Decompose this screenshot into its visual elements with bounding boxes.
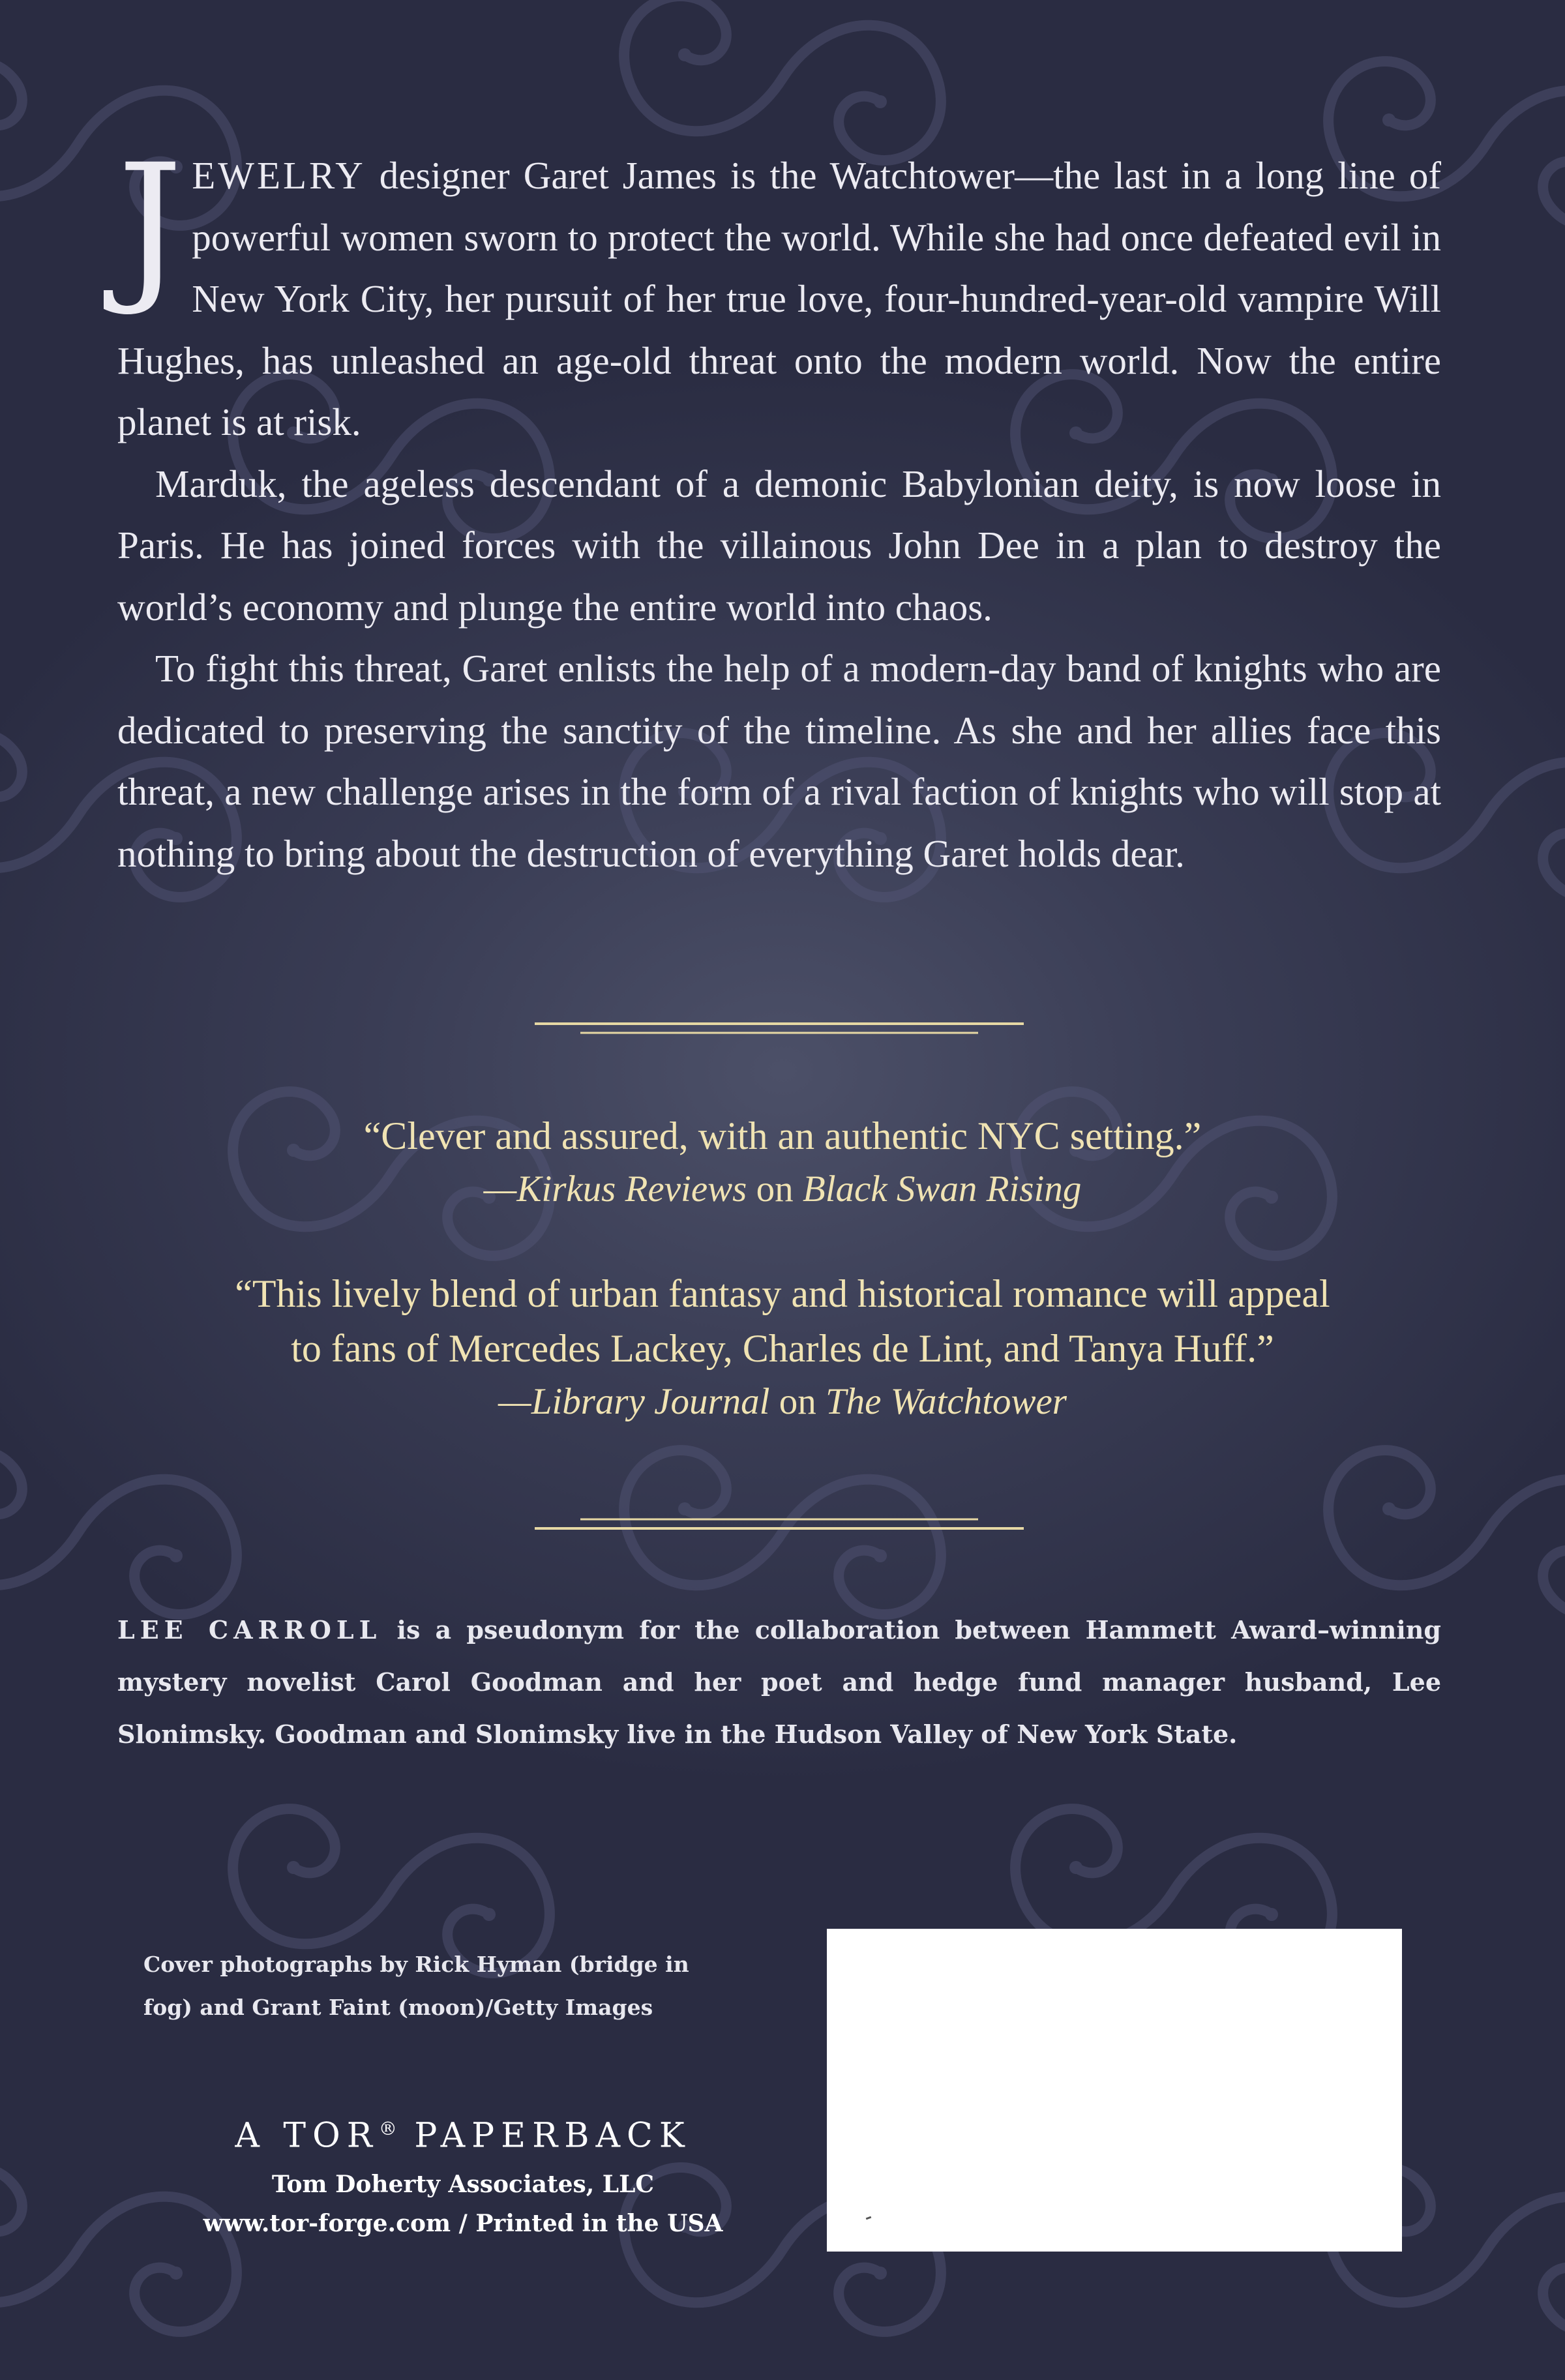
review-1-quote: “Clever and assured, with an authentic NYC setting.” [363,1114,1202,1157]
review-1-work: Black Swan Rising [802,1168,1082,1210]
synopsis-paragraph-1 [117,129,1441,453]
review-2-quote-line-1: “This lively blend of urban fantasy and historical romance will appeal [235,1272,1330,1315]
review-1 [117,1108,1448,1215]
publisher-imprint [117,2100,809,2243]
cover-credits [143,1943,769,2029]
registered-mark: ® [378,2118,397,2139]
synopsis [117,129,1441,884]
publisher-name: Tom Doherty Associates, LLC [271,2171,655,2199]
review-1-attribution: —Kirkus Reviews on Black Swan Rising [483,1168,1082,1210]
cover-credits-line-1: Cover photographs by Rick Hyman (bridge in [143,1952,689,1977]
barcode-placeholder-box [827,1929,1402,2252]
review-2-attribution: —Library Journal on The Watchtower [498,1381,1067,1422]
publisher-website: www.tor-forge.com / Printed in the USA [203,2210,723,2238]
review-1-source: Kirkus Reviews [516,1168,747,1210]
cover-credits-line-2: fog) and Grant Faint (moon)/Getty Images [143,1995,653,2020]
drop-cap: J [117,129,183,319]
synopsis-paragraph-1-text: designer Garet James is the Watchtower—the last in a long line of powerful women sworn to protect the world. While she had once defeated evil in New York City, her pursuit of her true love, four-hundred-year-old vampire Will Hughes, has unleashed an age-old threat onto the modern world. Now the entire planet is at risk. [117,154,1441,443]
synopsis-paragraph-3: To fight this threat, Garet enlists the help of a modern-day band of knights who are dedicated to preserving the sanctity of the timeline. As she and her allies face this threat, a new challenge arises in the form of a rival faction of knights who will stop at nothing to bring about the destruction of everything Garet holds dear. [117,647,1441,875]
ornament-divider-bottom [535,1511,1024,1538]
author-bio-text: is a pseudonym for the collaboration between Hammett Award–winning mystery novelist Carol Goodman and her poet and hedge fund manager husband, Lee Slonimsky. Goodman and Slonimsky live in the Hudson Valley of New York State. [117,1615,1441,1749]
author-name: LEE CARROLL [117,1615,382,1644]
first-word-rest: EWELRY [192,154,366,197]
speck-mark [866,2216,872,2220]
review-2-source: Library Journal [531,1381,770,1422]
review-2-quote-line-2: to fans of Mercedes Lackey, Charles de Lint, and Tanya Huff.” [291,1327,1274,1370]
review-2-work: The Watchtower [825,1381,1067,1422]
synopsis-paragraph-2: Marduk, the ageless descendant of a demonic Babylonian deity, is now loose in Paris. He has joined forces with the villainous John Dee in a plan to destroy the world’s economy and plunge the entire world into chaos. [117,462,1441,629]
review-2 [117,1266,1448,1428]
imprint-title: A TOR® PAPERBACK [235,2116,691,2156]
author-bio [117,1604,1441,1761]
ornament-divider-top [535,1016,1024,1042]
